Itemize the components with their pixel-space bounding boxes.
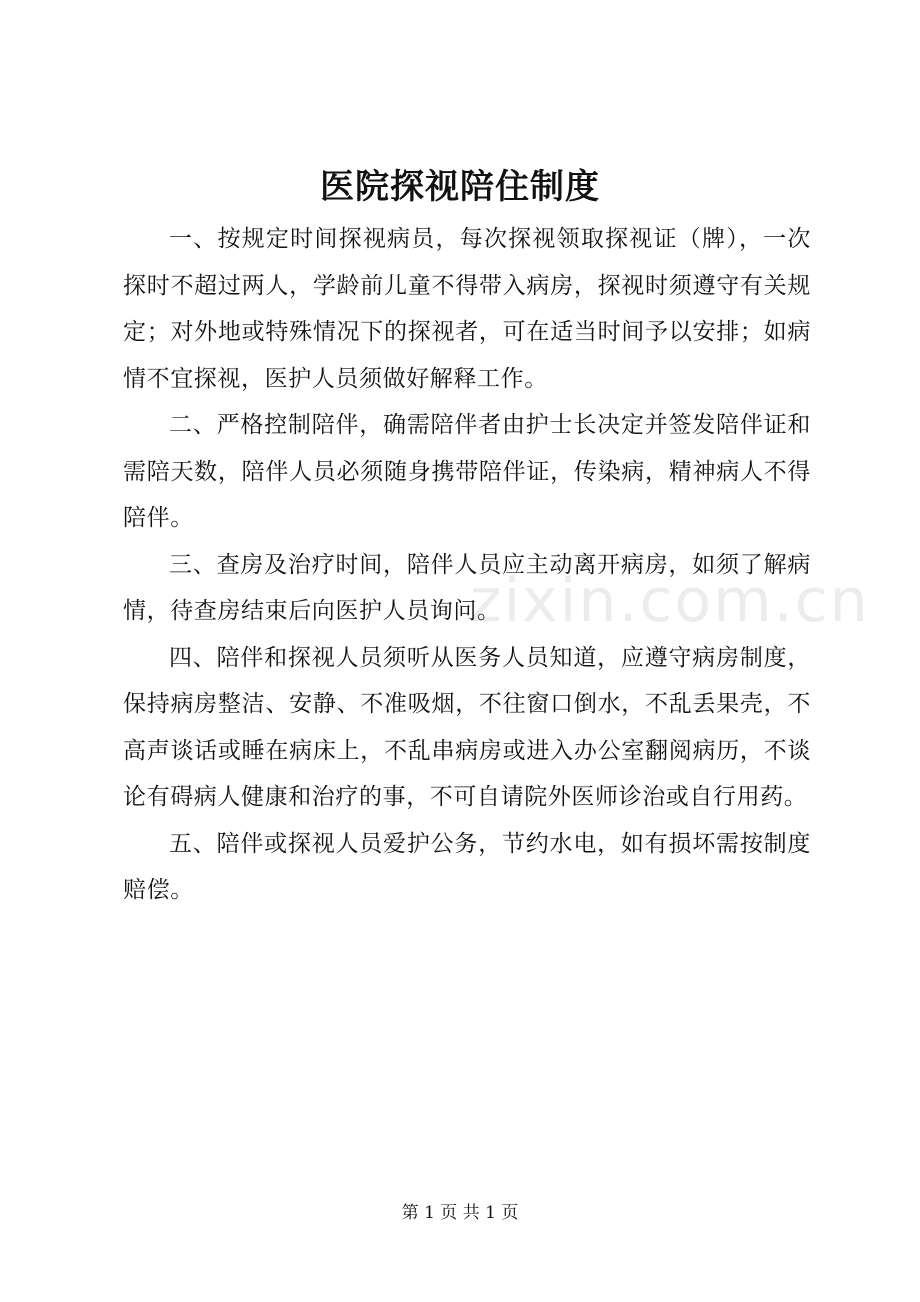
watermark: zixin.com.cn xyxy=(470,566,870,636)
document-body xyxy=(123,216,811,914)
paragraph-4: 四、陪伴和探视人员须听从医务人员知道，应遵守病房制度，保持病房整洁、安静、不准吸烟，不往窗口倒水，不乱丢果壳，不高声谈话或睡在病床上，不乱串病房或进入办公室翻阅病历，不谈论有碍病人健康和治疗的事，不可自请院外医师诊治或自行用药。 xyxy=(123,644,811,810)
paragraph-5: 五、陪伴或探视人员爱护公务，节约水电，如有损坏需按制度赔偿。 xyxy=(123,830,811,903)
paragraph-3: 三、查房及治疗时间，陪伴人员应主动离开病房，如须了解病情，待查房结束后向医护人员询问。 xyxy=(123,551,811,624)
paragraph-2: 二、严格控制陪伴，确需陪伴者由护士长决定并签发陪伴证和需陪天数，陪伴人员必须随身携带陪伴证，传染病，精神病人不得陪伴。 xyxy=(123,412,811,531)
page-footer: 第 1 页 共 1 页 xyxy=(401,1203,519,1223)
document-title: 医院探视陪住制度 xyxy=(320,167,600,207)
paragraph-1: 一、按规定时间探视病员，每次探视领取探视证（牌），一次探时不超过两人，学龄前儿童不得带入病房，探视时须遵守有关规定；对外地或特殊情况下的探视者，可在适当时间予以安排；如病情不宜探视，医护人员须做好解释工作。 xyxy=(123,226,811,392)
